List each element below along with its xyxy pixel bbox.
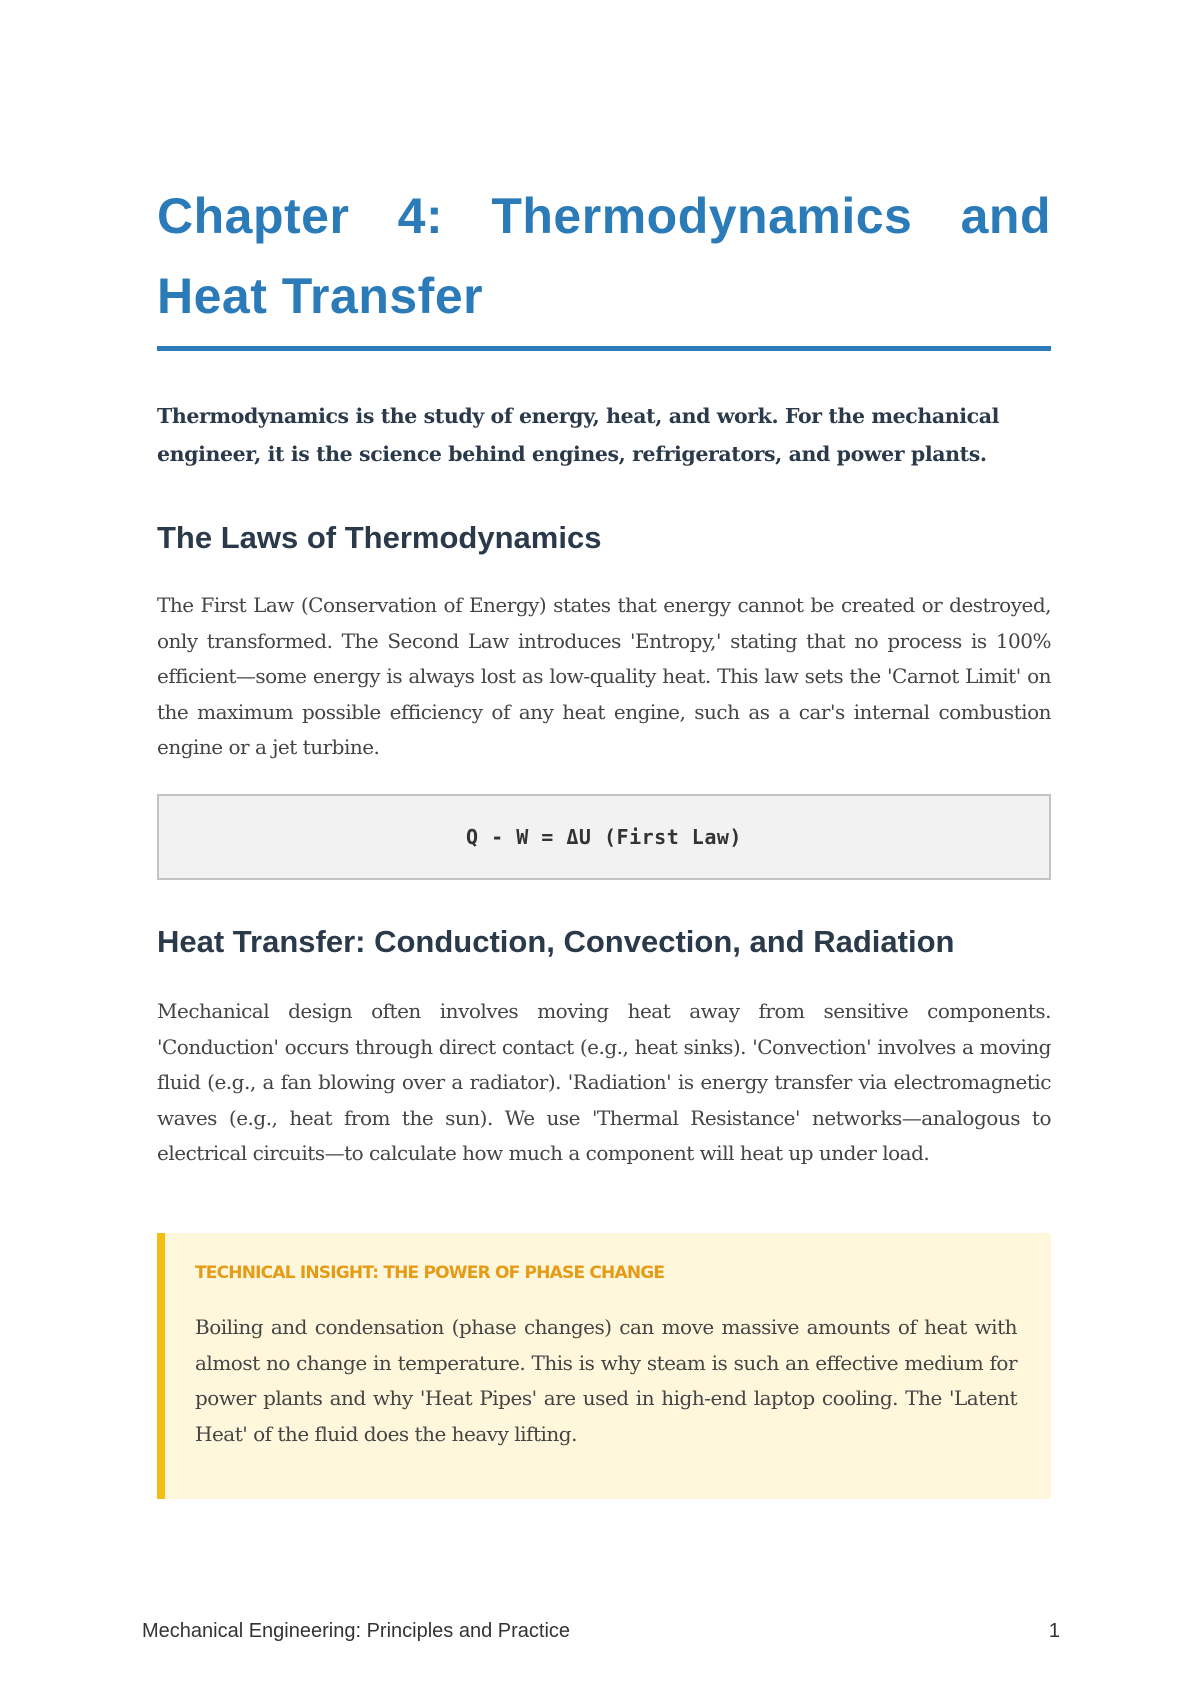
- callout-body: Boiling and condensation (phase changes) can move massive amounts of heat with almost no change in temperature. This is why steam is such an effective medium for power plants and why 'Heat Pipes' are used in high-end laptop cooling. The 'Latent Heat' of the fluid does the heavy lifting.: [195, 1315, 1017, 1446]
- document-page: [157, 0, 1051, 1696]
- callout-accent-bar: [157, 1233, 165, 1499]
- title-divider: [157, 346, 1051, 351]
- footer-book-title: Mechanical Engineering: Principles and Practice: [142, 1620, 571, 1642]
- technical-insight-callout: [157, 1233, 1051, 1499]
- callout-heading: TECHNICAL INSIGHT: THE POWER OF PHASE CHANGE: [195, 1263, 665, 1283]
- chapter-lead: Thermodynamics is the study of energy, heat, and work. For the mechanical engineer, it is the science behind engines, refrigerators, and power plants.: [157, 404, 1000, 466]
- chapter-title: Chapter 4: Thermodynamics and Heat Transfer: [157, 188, 1051, 324]
- formula-text: Q - W = ΔU (First Law): [466, 825, 742, 849]
- footer-page-number: 1: [1048, 1620, 1060, 1642]
- section-heading-heat-transfer: Heat Transfer: Conduction, Convection, and Radiation: [157, 924, 955, 959]
- formula-box: [157, 794, 1051, 880]
- section-heading-laws: The Laws of Thermodynamics: [157, 520, 602, 555]
- section-body-laws: The First Law (Conservation of Energy) states that energy cannot be created or destroyed, only transformed. The Second Law introduces 'Entropy,' stating that no process is 100% efficient—some energy is always lost as low-quality heat. This law sets the 'Carnot Limit' on the maximum possible efficiency of any heat engine, such as a car's internal combustion engine or a jet turbine.: [157, 593, 1051, 759]
- section-body-heat-transfer: Mechanical design often involves moving heat away from sensitive components. 'Conduction' occurs through direct contact (e.g., heat sinks). 'Convection' involves a moving fluid (e.g., a fan blowing over a radiator). 'Radiation' is energy transfer via electromagnetic waves (e.g., heat from the sun). We use 'Thermal Resistance' networks—analogous to electrical circuits—to calculate how much a component will heat up under load.: [157, 999, 1051, 1165]
